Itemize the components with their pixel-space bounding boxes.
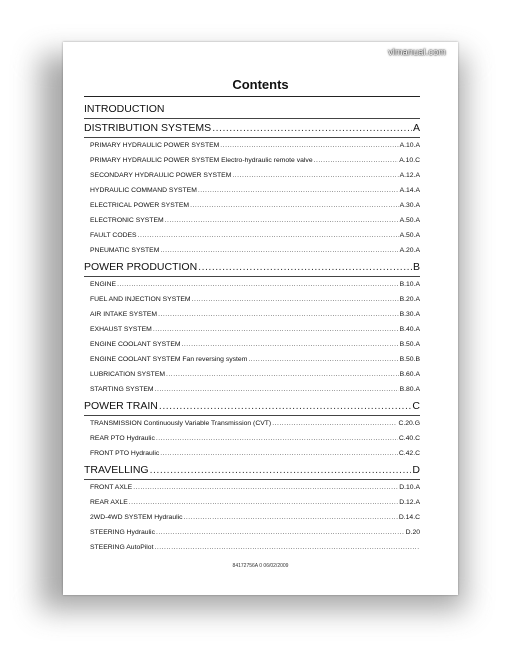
dot-leader [159,397,412,415]
dot-leader [150,461,412,479]
toc-entry-page: A.14.A [399,187,420,194]
toc-entry [84,198,420,213]
toc-entry-label: ENGINE COOLANT SYSTEM [90,341,181,348]
toc-section-label: INTRODUCTION [84,103,165,115]
dot-leader [314,153,399,168]
toc-entry-label: REAR PTO Hydraulic [90,435,155,442]
footer-doc-number: 84172756A 0 06/02/2009 [232,563,289,569]
toc-entry-label: REAR AXLE [90,499,128,506]
toc-entry-label: FUEL AND INJECTION SYSTEM [90,296,191,303]
toc-section-page: A [412,122,420,134]
toc-entry-page: A.50.A [399,217,420,224]
toc-entry [84,382,420,397]
toc-entry-page: A.10.C [399,157,420,164]
toc-entry-page: D.14.C [398,514,420,521]
dot-leader [212,119,412,137]
toc-entry-label: HYDRAULIC COMMAND SYSTEM [90,187,197,194]
toc-entry-page: A.30.A [399,202,420,209]
dot-leader [232,168,398,183]
toc-entry [84,416,420,431]
toc-entry-page: D.20 [405,529,420,536]
dot-leader [129,495,398,510]
toc-entry-page: B.80.A [399,386,420,393]
toc-entry [84,307,420,322]
toc-section [84,461,420,480]
dot-leader [182,337,399,352]
toc-section-label: POWER TRAIN [84,400,158,412]
toc-entry [84,480,420,495]
toc-entry [84,168,420,183]
toc-entry-label: FRONT PTO Hydraulic [90,450,160,457]
toc-section-label: TRAVELLING [84,464,149,476]
toc-entry-page: B.10.A [399,281,420,288]
toc-section [84,119,420,138]
toc-section [84,397,420,416]
dot-leader [220,138,398,153]
toc-entry-page: B.40.A [399,326,420,333]
toc-section-page: D [412,464,420,476]
toc-entry [84,367,420,382]
toc-entry [84,510,420,525]
dot-leader [156,431,398,446]
toc-entry [84,337,420,352]
dot-leader [248,352,398,367]
toc-entry-label: STEERING AutoPilot [90,544,154,551]
toc-entry [84,277,420,292]
toc-entry-label: ELECTRONIC SYSTEM [90,217,164,224]
toc-entry-page: C.40.C [398,435,420,442]
dot-leader [154,540,419,555]
toc-entry-label: AIR INTAKE SYSTEM [90,311,158,318]
toc-entry [84,213,420,228]
toc-entry [84,525,420,540]
toc-entry-page: B.20.A [399,296,420,303]
toc-entry [84,495,420,510]
watermark: vlmanual.com [388,47,446,57]
toc-section [84,100,420,119]
toc-entry-page: B.60.A [399,371,420,378]
toc-entry-page: A.20.A [399,247,420,254]
toc-entry [84,153,420,168]
toc-entry-page: D.10.A [399,484,420,491]
dot-leader [272,416,397,431]
toc-entry-label: LUBRICATION SYSTEM [90,371,166,378]
toc-entry-page: A.12.A [399,172,420,179]
toc-entry [84,446,420,461]
dot-leader [153,322,399,337]
toc-section-page: C [412,400,420,412]
dot-leader [133,480,398,495]
dot-leader [192,292,399,307]
toc-entry-label: FRONT AXLE [90,484,133,491]
toc-entry-page: B.50.B [399,356,420,363]
toc-entry-label: EXHAUST SYSTEM [90,326,152,333]
page-title: Contents [232,77,289,92]
toc-entry [84,183,420,198]
table-of-contents [84,100,420,555]
dot-leader [166,367,399,382]
dot-leader [198,258,412,276]
toc-entry-page: D.12.A [399,499,420,506]
toc-entry [84,322,420,337]
dot-leader [160,446,398,461]
toc-entry-page: B.50.A [399,341,420,348]
dot-leader [158,307,398,322]
dot-leader [138,228,399,243]
toc-entry-label: STEERING Hydraulic [90,529,155,536]
toc-section-label: POWER PRODUCTION [84,261,198,273]
toc-entry-label: TRANSMISSION Continuously Variable Transmission (CVT) [90,420,272,427]
dot-leader [156,525,405,540]
toc-entry-page: A.10.A [399,142,420,149]
toc-entry-label: 2WD-4WD SYSTEM Hydraulic [90,514,183,521]
page-curl-graphic [451,537,458,595]
toc-section [84,258,420,277]
toc-entry-label: STARTING SYSTEM [90,386,154,393]
toc-entry-label: PRIMARY HYDRAULIC POWER SYSTEM Electro-hydraulic remote valve [90,157,313,164]
toc-entry [84,228,420,243]
toc-entry [84,540,420,555]
toc-entry [84,431,420,446]
title-divider [84,96,420,97]
toc-entry-label: ENGINE [90,281,117,288]
toc-entry-page: B.30.A [399,311,420,318]
toc-entry-label: PRIMARY HYDRAULIC POWER SYSTEM [90,142,220,149]
dot-leader [198,183,399,198]
dot-leader [165,213,399,228]
document-page [63,42,458,595]
toc-entry [84,352,420,367]
dot-leader [190,198,399,213]
toc-entry [84,138,420,153]
dot-leader [155,382,399,397]
dot-leader [117,277,399,292]
toc-entry-label: ENGINE COOLANT SYSTEM Fan reversing system [90,356,248,363]
toc-entry-page: A.50.A [399,232,420,239]
toc-entry-label: SECONDARY HYDRAULIC POWER SYSTEM [90,172,232,179]
toc-entry-label: ELECTRICAL POWER SYSTEM [90,202,190,209]
dot-leader [184,510,398,525]
dot-leader [160,243,398,258]
toc-entry-label: FAULT CODES [90,232,137,239]
toc-entry [84,243,420,258]
toc-entry-label: PNEUMATIC SYSTEM [90,247,160,254]
toc-entry-page: C.42.C [398,450,420,457]
toc-section-label: DISTRIBUTION SYSTEMS [84,122,212,134]
toc-entry-page: C.20.G [398,420,420,427]
toc-entry [84,292,420,307]
toc-section-page: B [412,261,420,273]
